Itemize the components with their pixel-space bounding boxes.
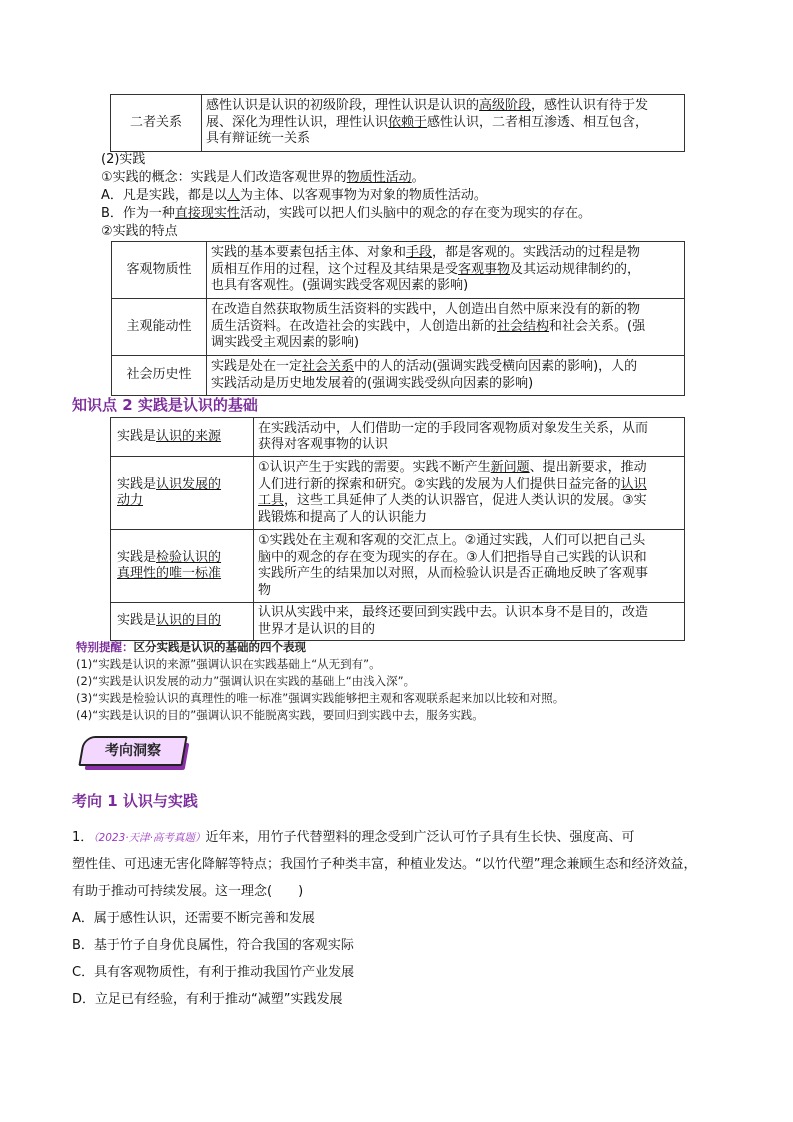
row-content: 在实践活动中，人们借助一定的手段同客观物质对象发生关系，从而 获得对客观事物的认识 xyxy=(254,418,685,457)
question-stem-line-3: 有助于推动可持续发展。这一理念( ) xyxy=(72,884,304,899)
row-key: 二者关系 xyxy=(111,95,202,152)
row-key: 主观能动性 xyxy=(112,299,207,356)
practice-concept: ①实践的概念：实践是人们改造客观世界的物质性活动。 xyxy=(101,170,425,185)
basis-table xyxy=(110,417,685,641)
table-row xyxy=(112,299,685,356)
row-key: 实践是检验认识的 真理性的唯一标准 xyxy=(111,530,254,603)
direction-heading: 考向 1 认识与实践 xyxy=(72,792,198,810)
tip-item: (1)“实践是认识的来源”强调认识在实践基础上“从无到有”。 xyxy=(76,657,381,671)
table-row xyxy=(112,356,685,396)
option-a[interactable]: A．属于感性认识，还需要不断完善和发展 xyxy=(72,911,315,926)
row-key: 实践是认识发展的 动力 xyxy=(111,457,254,530)
practice-heading: (2)实践 xyxy=(101,152,146,167)
row-content: 认识从实践中来，最终还要回到实践中去。认识本身不是目的，改造 世界才是认识的目的 xyxy=(254,603,685,641)
practice-point-a: A．凡是实践，都是以人为主体、以客观事物为对象的物质性活动。 xyxy=(101,188,487,203)
row-content: ①实践处在主观和客观的交汇点上。②通过实践，人们可以把自己头 脑中的观念的存在变为现实的存在。③人们把指导自己实践的认识和 实践所产生的结果加以对照，从而检验认识是否正确地反映了客观事 物 xyxy=(254,530,685,603)
row-content: 感性认识是认识的初级阶段，理性认识是认识的高级阶段，感性认识有待于发 展、深化为理性认识，理性认识依赖于感性认识，二者相互渗透、相互包含， 具有辩证统一关系 xyxy=(202,95,685,152)
table-row xyxy=(111,457,685,530)
question-stem-line-2: 塑性佳、可迅速无害化降解等特点；我国竹子种类丰富，种植业发达。“以竹代塑”理念兼顾生态和经济效益， xyxy=(72,857,697,872)
row-content: 实践是处在一定社会关系中的人的活动(强调实践受横向因素的影响)，人的 实践活动是历史地发展着的(强调实践受纵向因素的影响) xyxy=(207,356,685,396)
tip-item: (4)“实践是认识的目的”强调认识不能脱离实践，要回归到实践中去，服务实践。 xyxy=(76,708,484,722)
tip-item: (3)“实践是检验认识的真理性的唯一标准”强调实践能够把主观和客观联系起来加以比较和对照。 xyxy=(76,691,565,705)
question-stem-line-1: 1．（2023·天津·高考真题）近年来，用竹子代替塑料的理念受到广泛认可竹子具有生长快、强度高、可 xyxy=(72,830,635,845)
table-row xyxy=(111,418,685,457)
row-content: 实践的基本要素包括主体、对象和手段，都是客观的。实践活动的过程是物 质相互作用的过程，这个过程及其结果是受客观事物及其运动规律制约的， 也具有客观性。(强调实践受客观因素的影响) xyxy=(207,242,685,299)
knowledge-point-heading: 知识点 2 实践是认识的基础 xyxy=(72,396,258,414)
row-content: ①认识产生于实践的需要。实践不断产生新问题、提出新要求，推动 人们进行新的探索和研究。②实践的发展为人们提供日益完备的认识 工具，这些工具延伸了人类的认识器官，促进人类认识的发展。③实 践锻炼和提高了人的认识能力 xyxy=(254,457,685,530)
table-row xyxy=(111,603,685,641)
feature-table xyxy=(111,241,685,396)
table-row xyxy=(111,530,685,603)
relation-table xyxy=(110,94,685,152)
row-key: 社会历史性 xyxy=(112,356,207,396)
section-badge xyxy=(79,736,191,770)
tip-item: (2)“实践是认识发展的动力”强调认识在实践的基础上“由浅入深”。 xyxy=(76,674,416,688)
option-d[interactable]: D．立足已有经验，有利于推动“减塑”实践发展 xyxy=(72,992,343,1007)
features-heading: ②实践的特点 xyxy=(101,224,178,239)
practice-point-b: B．作为一种直接现实性活动，实践可以把人们头脑中的观念的存在变为现实的存在。 xyxy=(101,206,591,221)
table-row xyxy=(111,95,685,152)
row-content: 在改造自然获取物质生活资料的实践中，人创造出自然中原来没有的新的物 质生活资料。在改造社会的实践中，人创造出新的社会结构和社会关系。(强 调实践受主观因素的影响) xyxy=(207,299,685,356)
option-c[interactable]: C．具有客观物质性，有利于推动我国竹产业发展 xyxy=(72,965,355,980)
row-key: 实践是认识的目的 xyxy=(111,603,254,641)
row-key: 实践是认识的来源 xyxy=(111,418,254,457)
row-key: 客观物质性 xyxy=(112,242,207,299)
table-row xyxy=(112,242,685,299)
tip-title: 特别提醒：区分实践是认识的基础的四个表现 xyxy=(76,640,306,654)
badge-label: 考向洞察 xyxy=(78,736,187,766)
option-b[interactable]: B．基于竹子自身优良属性，符合我国的客观实际 xyxy=(72,938,354,953)
